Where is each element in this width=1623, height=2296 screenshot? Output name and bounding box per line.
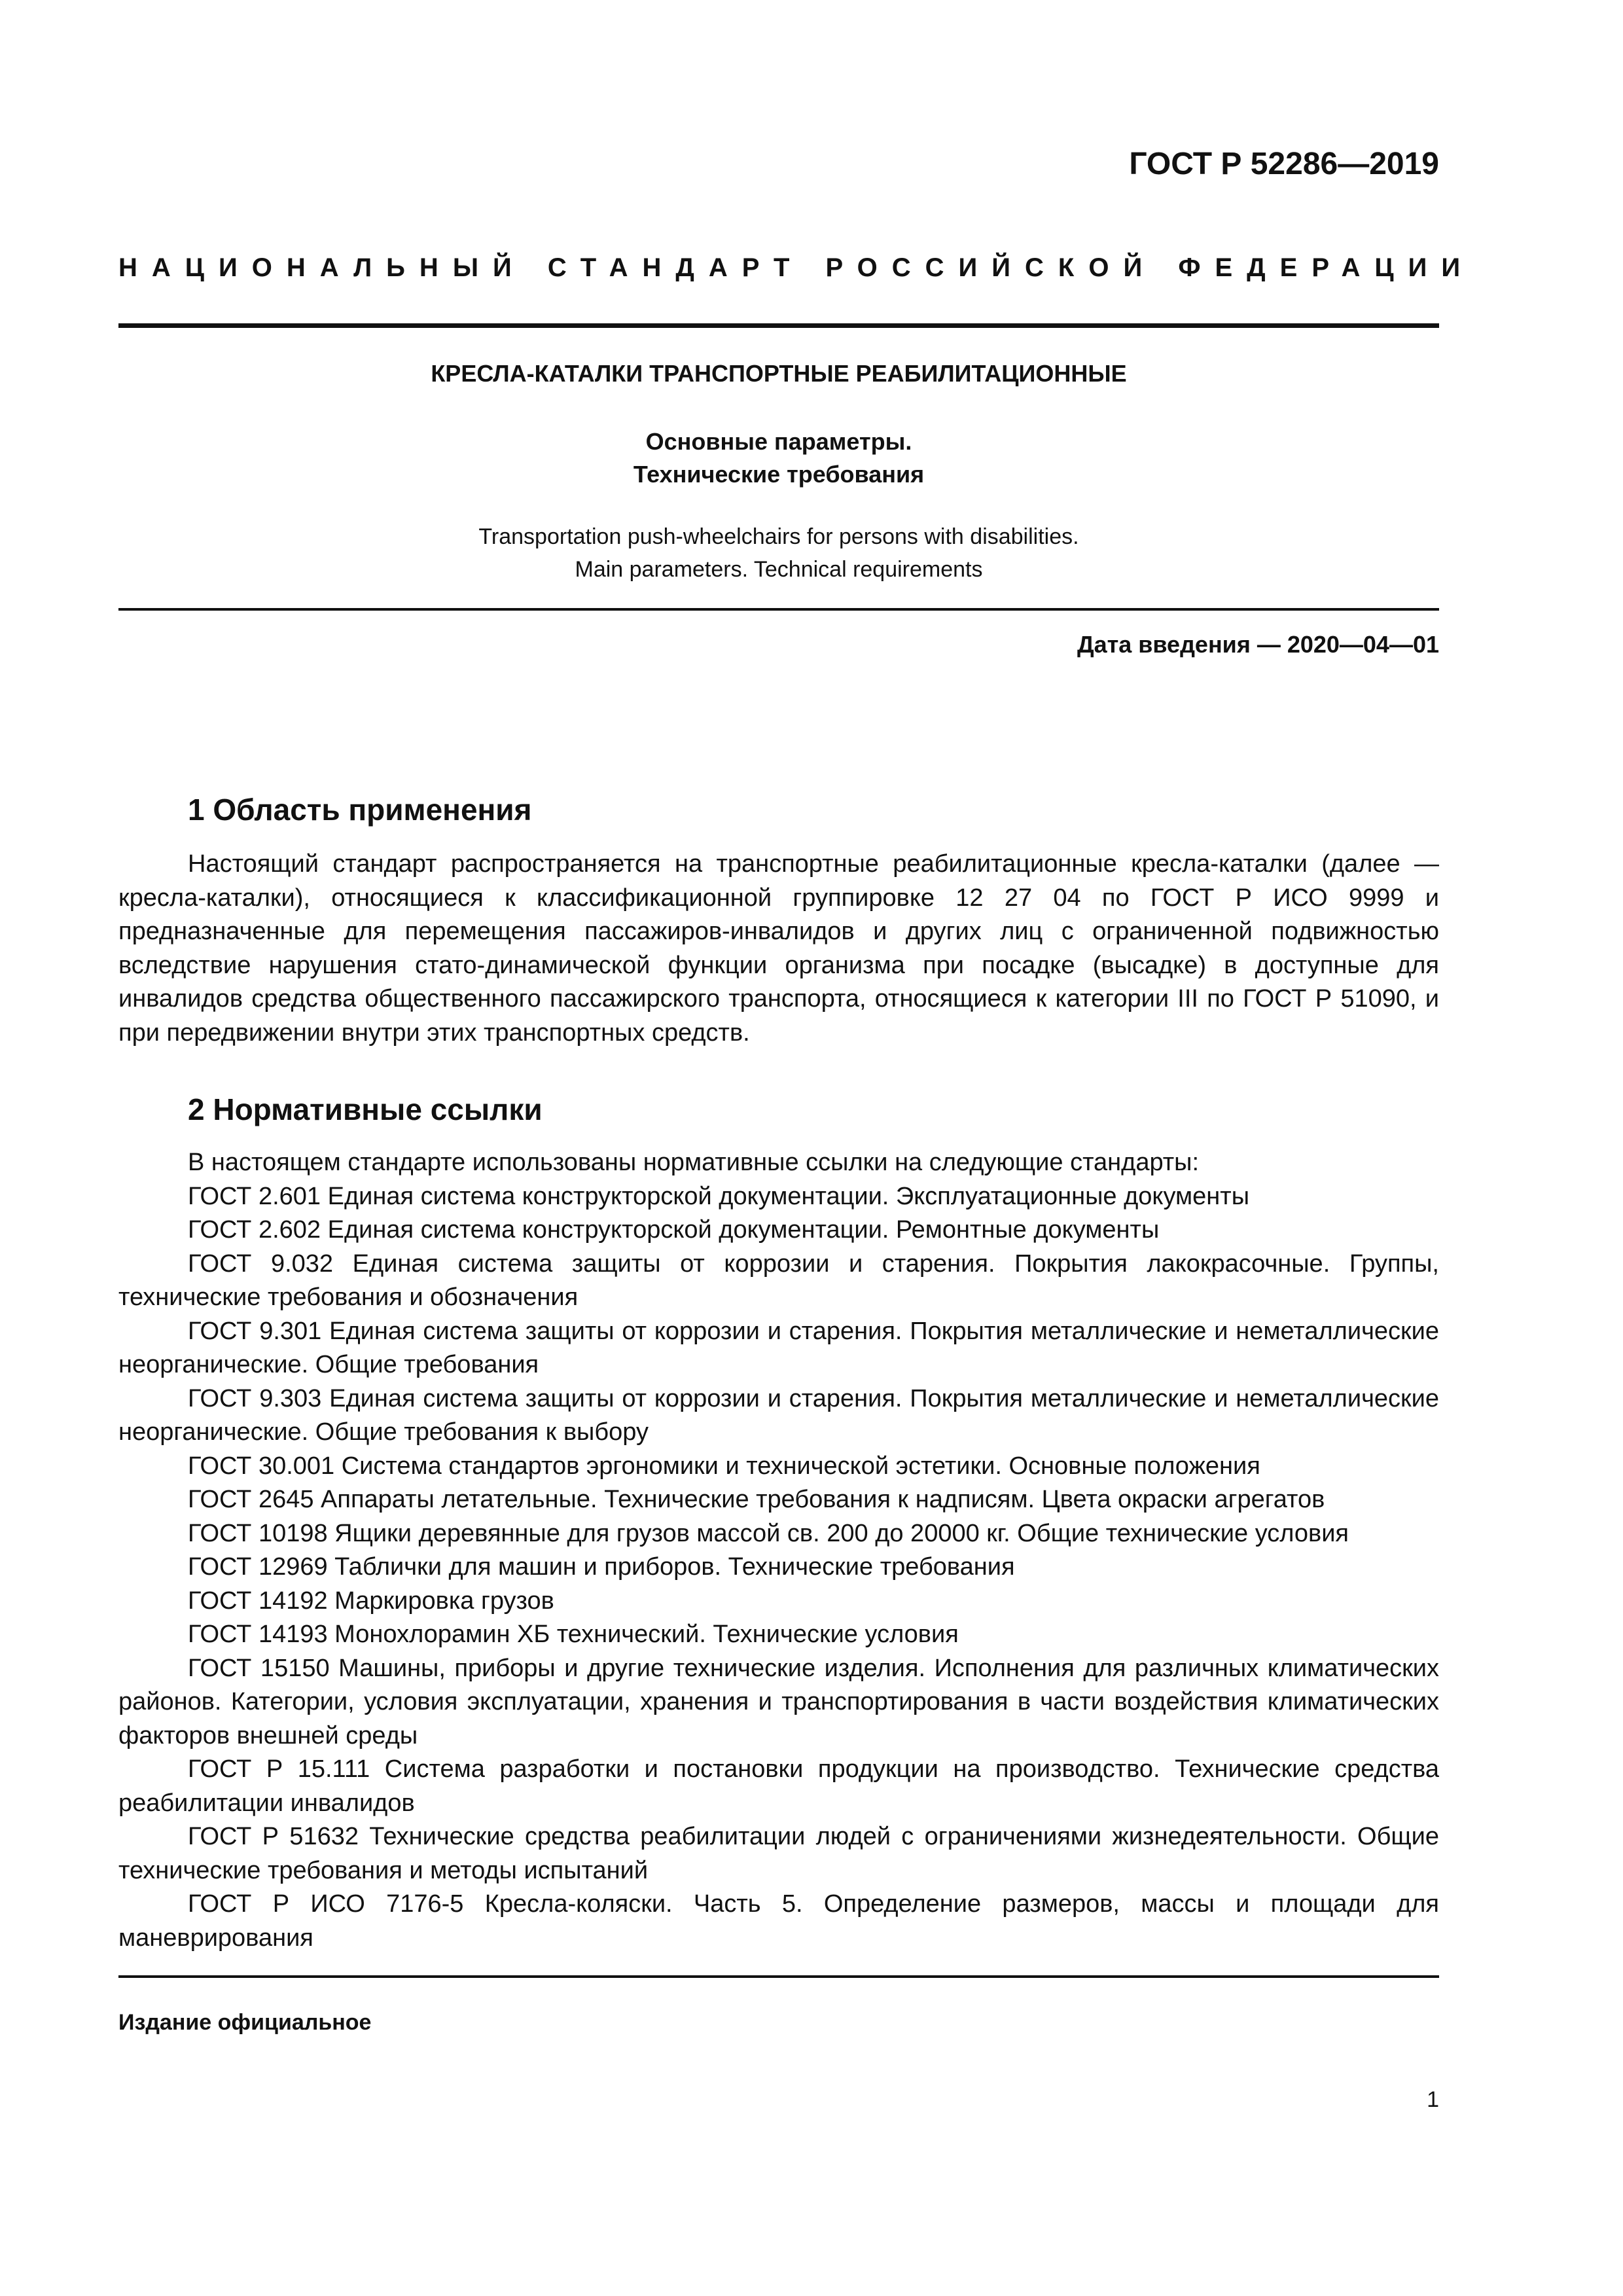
reference-item: ГОСТ Р ИСО 7176-5 Кресла-коляски. Часть 5. Определение размеров, массы и площади для маневрирования xyxy=(118,1890,1439,1952)
national-standard-heading: НАЦИОНАЛЬНЫЙ СТАНДАРТ РОССИЙСКОЙ ФЕДЕРАЦИИ xyxy=(118,253,1475,282)
reference-list xyxy=(118,1146,1439,1955)
document-title: КРЕСЛА-КАТАЛКИ ТРАНСПОРТНЫЕ РЕАБИЛИТАЦИОННЫЕ xyxy=(431,360,1127,387)
reference-item: ГОСТ Р 51632 Технические средства реабилитации людей с ограничениями жизнедеятельности. Общие технические требования и методы испытаний xyxy=(118,1823,1439,1884)
reference-item: ГОСТ 9.303 Единая система защиты от коррозии и старения. Покрытия металлические и неметаллические неорганические. Общие требования к выбору xyxy=(118,1384,1439,1446)
english-title xyxy=(118,520,1439,586)
section-heading: 1 Область применения xyxy=(188,793,532,827)
document-subtitle xyxy=(118,425,1439,491)
reference-item: ГОСТ 10198 Ящики деревянные для грузов массой св. 200 до 20000 кг. Общие технические условия xyxy=(188,1519,1349,1547)
section-scope xyxy=(118,792,1439,1050)
reference-item: ГОСТ 2.601 Единая система конструкторской документации. Эксплуатационные документы xyxy=(188,1182,1250,1210)
reference-item: ГОСТ 15150 Машины, приборы и другие технические изделия. Исполнения для различных климатических районов. Категории, условия эксплуатации, хранения и транспортирования в части воздействия климатических факторов внешней среды xyxy=(118,1654,1439,1749)
reference-item: ГОСТ 12969 Таблички для машин и приборов. Технические требования xyxy=(188,1553,1015,1581)
section-heading: 2 Нормативные ссылки xyxy=(188,1092,543,1126)
reference-intro: В настоящем стандарте использованы нормативные ссылки на следующие стандарты: xyxy=(188,1149,1200,1177)
title-divider xyxy=(118,608,1439,611)
subtitle-line-1: Основные параметры. xyxy=(645,428,912,455)
reference-item: ГОСТ Р 15.111 Система разработки и постановки продукции на производство. Технические средства реабилитации инвалидов xyxy=(118,1755,1439,1817)
english-title-line-1: Transportation push-wheelchairs for persons with disabilities. xyxy=(478,524,1079,549)
subtitle-line-2: Технические требования xyxy=(633,461,925,488)
scope-paragraph: Настоящий стандарт распространяется на транспортные реабилитационные кресла-каталки (далее — кресла-каталки), относящиеся к классификационной группировке 12 27 04 по ГОСТ Р ИСО 9999 и предназначенные для перемещения пассажиров-инвалидов и других лиц с ограниченной подвижностью вследствие нарушения стато-динамической функции организма при посадке (высадке) в доступные для инвалидов средства общественного пассажирского транспорта, относящиеся к категории III по ГОСТ Р 51090, и при передвижении внутри этих транспортных средств. xyxy=(118,850,1439,1047)
reference-item: ГОСТ 2.602 Единая система конструкторской документации. Ремонтные документы xyxy=(188,1216,1160,1244)
reference-item: ГОСТ 9.301 Единая система защиты от коррозии и старения. Покрытия металлические и неметаллические неорганические. Общие требования xyxy=(118,1317,1439,1379)
reference-item: ГОСТ 9.032 Единая система защиты от коррозии и старения. Покрытия лакокрасочные. Группы, технические требования и обозначения xyxy=(118,1249,1439,1312)
document-code: ГОСТ Р 52286—2019 xyxy=(1129,147,1439,181)
reference-item: ГОСТ 14192 Маркировка грузов xyxy=(188,1587,554,1615)
reference-item: ГОСТ 14193 Монохлорамин ХБ технический. Технические условия xyxy=(188,1621,959,1649)
header-divider xyxy=(118,323,1439,328)
official-edition-label: Издание официальное xyxy=(118,2010,372,2035)
page-number: 1 xyxy=(1427,2087,1439,2112)
reference-item: ГОСТ 2645 Аппараты летательные. Технические требования к надписям. Цвета окраски агрегатов xyxy=(188,1486,1325,1514)
introduction-date: Дата введения — 2020—04—01 xyxy=(1077,631,1439,658)
reference-item: ГОСТ 30.001 Система стандартов эргономики и технической эстетики. Основные положения xyxy=(188,1452,1260,1480)
footer-divider xyxy=(118,1975,1439,1978)
section-normative-references xyxy=(118,1092,1439,1955)
english-title-line-2: Main parameters. Technical requirements xyxy=(575,557,983,582)
